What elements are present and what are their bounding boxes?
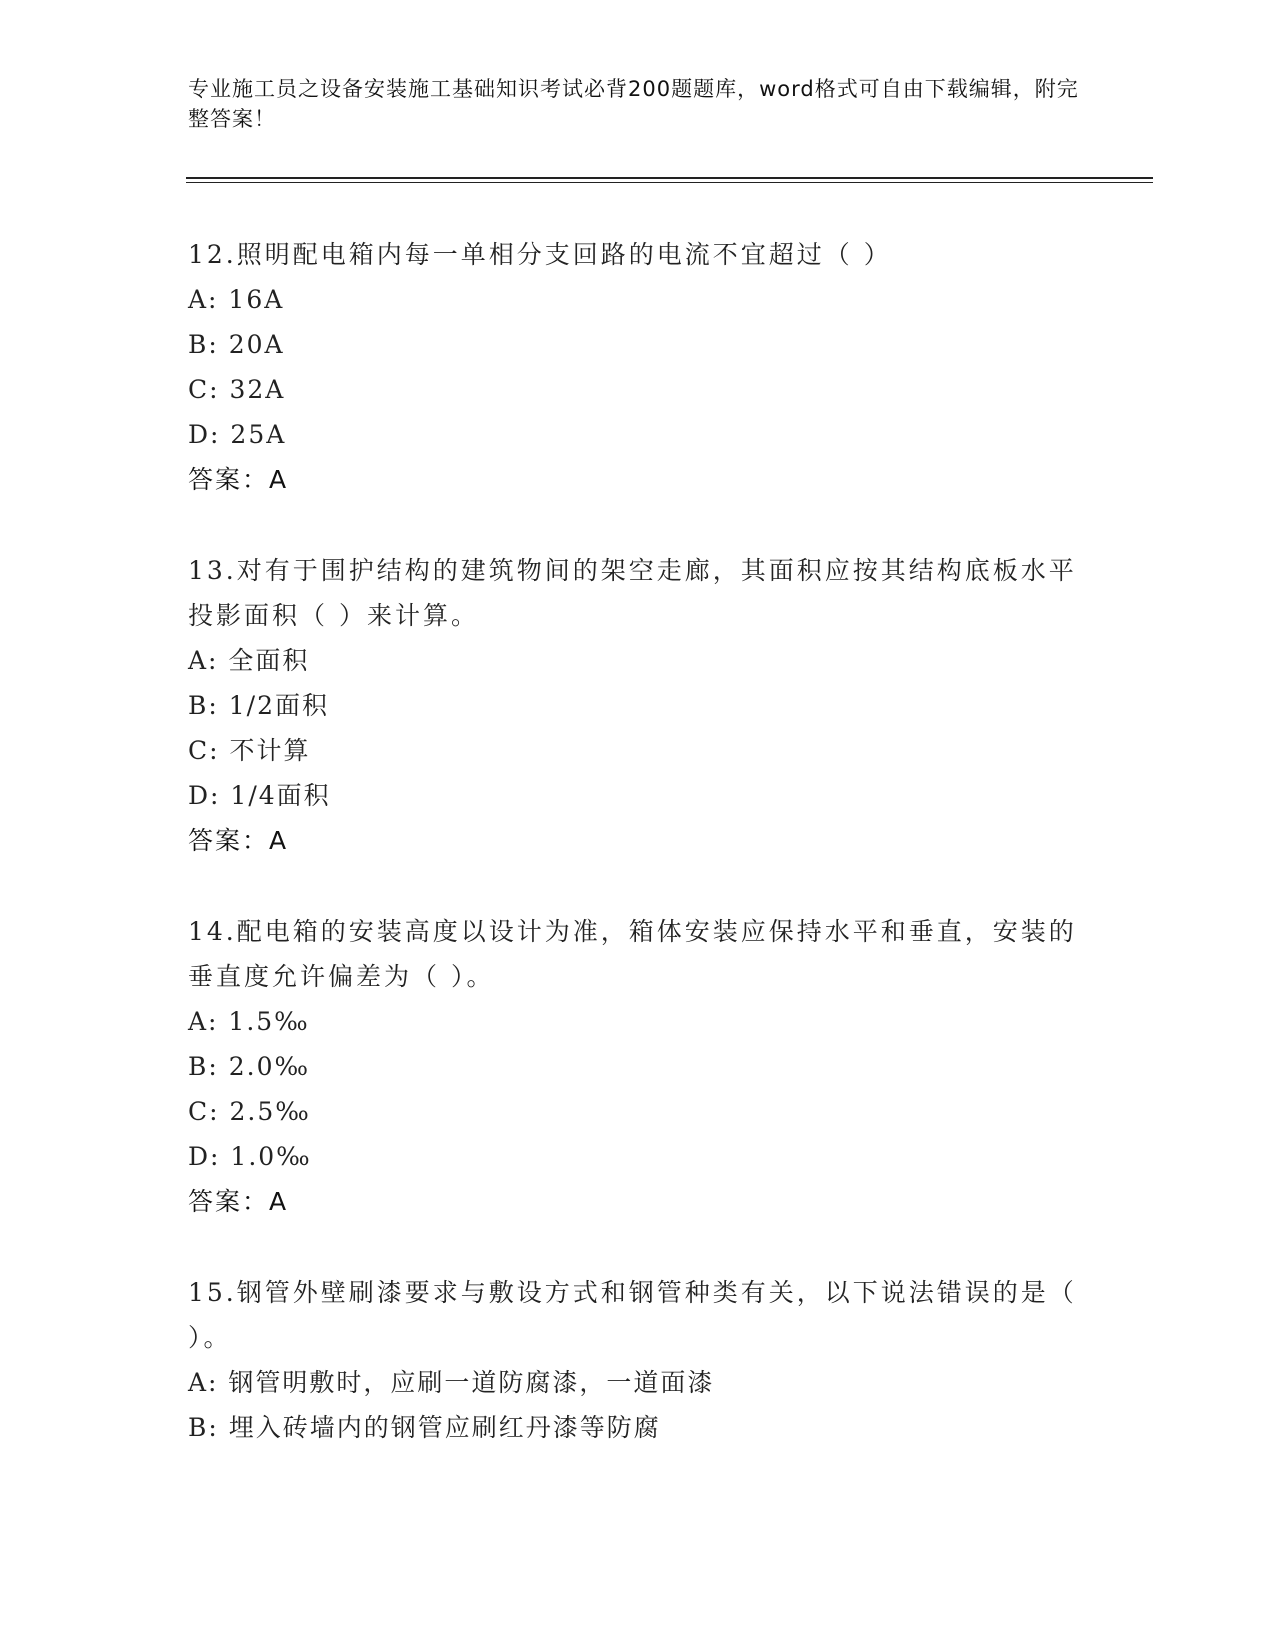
question-stem: 13.对有于围护结构的建筑物间的架空走廊，其面积应按其结构底板水平投影面积（ ）来计算。 (188, 556, 1077, 630)
option-b: B: 1/2面积 (188, 691, 329, 720)
option-a: A: 全面积 (188, 646, 310, 675)
question-stem: 12.照明配电箱内每一单相分支回路的电流不宜超过（ ） (188, 240, 892, 269)
option-b: B: 20A (188, 330, 285, 359)
question-stem: 14.配电箱的安装高度以设计为准，箱体安装应保持水平和垂直，安装的垂直度允许偏差为（ ）。 (188, 917, 1077, 991)
header-divider-thin (186, 182, 1153, 183)
question-stem: 15.钢管外壁刷漆要求与敷设方式和钢管种类有关，以下说法错误的是（ ）。 (188, 1278, 1077, 1352)
option-d: D: 1/4面积 (188, 781, 331, 810)
header-divider-thick (186, 177, 1153, 179)
option-a: A: 16A (188, 285, 285, 314)
question-list (188, 232, 1088, 1496)
option-a: A: 1.5‰ (188, 1007, 310, 1036)
option-b: B: 2.0‰ (188, 1052, 311, 1081)
question-15 (188, 1270, 1088, 1450)
option-c: C: 32A (188, 375, 286, 404)
answer-line: 答案：A (188, 1187, 289, 1216)
document-header: 专业施工员之设备安装施工基础知识考试必背200题题库，word格式可自由下载编辑，附完整答案！ (188, 77, 1079, 131)
option-d: D: 1.0‰ (188, 1142, 312, 1171)
answer-line: 答案：A (188, 465, 289, 494)
question-13 (188, 548, 1088, 863)
question-12 (188, 232, 1088, 502)
option-a: A: 钢管明敷时，应刷一道防腐漆，一道面漆 (188, 1368, 715, 1397)
question-14 (188, 909, 1088, 1224)
answer-line: 答案：A (188, 826, 289, 855)
option-b: B: 埋入砖墙内的钢管应刷红丹漆等防腐 (188, 1413, 661, 1442)
option-d: D: 25A (188, 420, 287, 449)
option-c: C: 不计算 (188, 736, 311, 765)
option-c: C: 2.5‰ (188, 1097, 311, 1126)
